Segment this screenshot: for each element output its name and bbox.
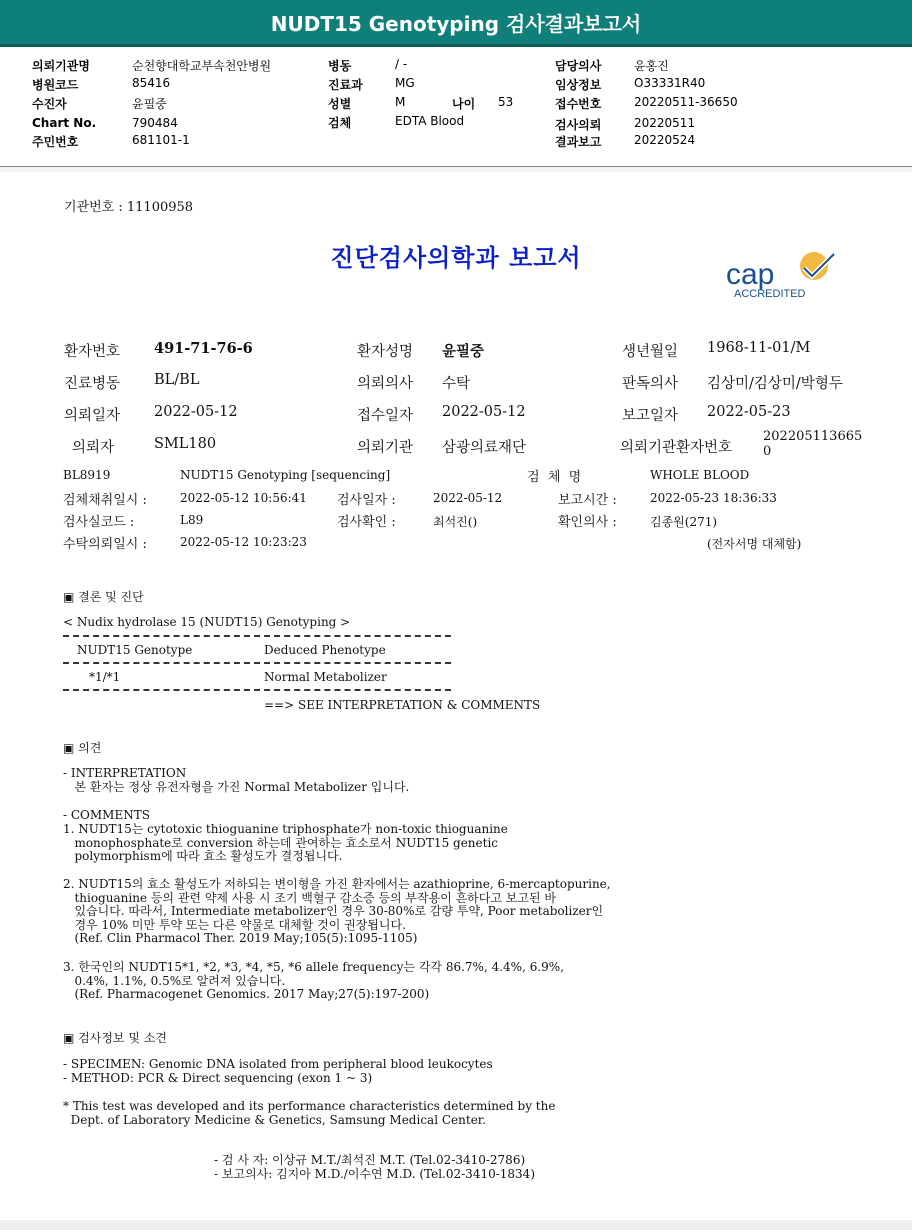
comment-1: 1. NUDT15는 cytotoxic thioguanine triphosphate가 non-toxic thioguanine monophosphate로 conversion 하는데 관여하는 효소로서 NUDT15 genetic polymorphism에 따라 효소 활성도가 결정됩니다. — [63, 822, 508, 863]
header-label-hospital-code: 병원코드 — [32, 78, 79, 92]
specimen-name-value: WHOLE BLOOD — [650, 468, 750, 482]
header-value-resident-no: 681101-1 — [132, 133, 190, 147]
report-date-value: 2022-05-23 — [707, 404, 791, 420]
lab-code-label: 검사실코드 : — [63, 515, 135, 530]
report-banner — [0, 0, 912, 47]
patient-id-label: 환자번호 — [64, 344, 121, 360]
collection-time-label: 검체채취일시 : — [63, 493, 147, 508]
header-label-age: 나이 — [452, 97, 476, 111]
header-label-specimen: 검체 — [328, 116, 352, 130]
requester-value: SML180 — [154, 436, 217, 452]
page-bottom-bar — [0, 1220, 912, 1230]
request-date-value: 2022-05-12 — [154, 404, 238, 420]
header-label-receipt-no: 접수번호 — [555, 97, 602, 111]
ward-value: BL/BL — [154, 372, 200, 388]
requesting-doctor-value: 수탁 — [442, 376, 471, 392]
cap-checkmark-icon — [800, 252, 834, 280]
header-label-chart-no: Chart No. — [32, 116, 97, 130]
header-label-request-date: 검사의뢰 — [555, 118, 602, 132]
header-value-result-report: 20220524 — [634, 133, 696, 147]
header-value-patient: 윤필중 — [132, 97, 167, 111]
exam-confirm-value: 최석진() — [433, 515, 478, 529]
collection-time-value: 2022-05-12 10:56:41 — [180, 491, 307, 505]
request-date-label: 의뢰일자 — [64, 408, 121, 424]
header-label-physician: 담당의사 — [555, 59, 602, 73]
header-value-physician: 윤홍진 — [634, 59, 669, 73]
header-divider — [0, 166, 912, 172]
institution-patient-no-value — [763, 429, 862, 459]
examiner-line: - 검 사 자: 이상규 M.T./최석진 M.T. (Tel.02-3410-2786) — [214, 1153, 526, 1167]
genotype-value: *1/*1 — [89, 670, 121, 684]
requesting-doctor-label: 의뢰의사 — [357, 376, 414, 392]
header-value-hospital-code: 85416 — [132, 76, 171, 90]
header-label-patient: 수진자 — [32, 97, 67, 111]
consign-time-value: 2022-05-12 10:23:23 — [180, 535, 307, 549]
requesting-institution-label: 의뢰기관 — [357, 440, 414, 456]
exam-confirm-label: 검사확인 : — [337, 515, 396, 530]
institution-patient-no-line2: 0 — [763, 444, 772, 459]
exam-date-value: 2022-05-12 — [433, 491, 503, 505]
birthdate-label: 생년월일 — [622, 344, 679, 360]
receipt-date-label: 접수일자 — [357, 408, 414, 424]
cap-logo-main: cap — [726, 258, 775, 291]
institution-label: 기관번호 : — [64, 200, 123, 215]
lab-code-value: L89 — [180, 513, 204, 527]
confirm-doctor-value: 김종원(271) — [650, 515, 718, 529]
report-time-label: 보고시간 : — [558, 493, 617, 508]
header-value-request-date: 20220511 — [634, 116, 696, 130]
institution-number — [64, 196, 193, 215]
esign-note: (전자서명 대체함) — [707, 537, 802, 551]
header-value-sex: M — [395, 95, 406, 109]
result-section-title: ▣ 결론 및 진단 — [63, 590, 144, 604]
header-value-department: MG — [395, 76, 415, 90]
cap-logo-sub: ACCREDITED — [734, 288, 806, 300]
header-value-receipt-no: 20220511-36650 — [634, 95, 738, 109]
header-value-chart-no: 790484 — [132, 116, 178, 130]
result-subtitle: < Nudix hydrolase 15 (NUDT15) Genotyping > — [63, 615, 351, 629]
institution-value: 11100958 — [126, 200, 194, 215]
report-title: 진단검사의학과 보고서 — [330, 244, 582, 272]
header-label-resident-no: 주민번호 — [32, 135, 79, 149]
header-label-clinical-info: 임상정보 — [555, 78, 602, 92]
phenotype-column-header: Deduced Phenotype — [264, 643, 386, 657]
table-header-rule — [63, 662, 451, 664]
opinion-section-title: ▣ 의견 — [63, 741, 102, 755]
test-name: NUDT15 Genotyping [sequencing] — [180, 468, 391, 482]
comments-heading: - COMMENTS — [63, 808, 150, 822]
header-label-result-report: 결과보고 — [555, 135, 602, 149]
phenotype-value: Normal Metabolizer — [264, 670, 387, 684]
comment-3: 3. 한국인의 NUDT15*1, *2, *3, *4, *5, *6 allele frequency는 각각 86.7%, 4.4%, 6.9%, 0.4%, 1.1%, 0.5%로 알려져 있습니다. (Ref. Pharmacogenet Genomics. 2017 May;27(5):197-200) — [63, 960, 564, 1001]
confirm-doctor-label: 확인의사 : — [558, 515, 617, 530]
interpretation-text: 본 환자는 정상 유전자형을 가진 Normal Metabolizer 입니다. — [63, 780, 410, 794]
patient-name-value: 윤필중 — [442, 343, 485, 360]
ward-label: 진료병동 — [64, 376, 121, 392]
patient-name-label: 환자성명 — [357, 344, 414, 360]
method-info: - METHOD: PCR & Direct sequencing (exon 1 ~ 3) — [63, 1071, 373, 1085]
header-value-age: 53 — [498, 95, 514, 109]
reading-doctor-value: 김상미/김상미/박형두 — [707, 376, 843, 392]
requesting-institution-value: 삼광의료재단 — [442, 440, 527, 456]
header-label-department: 진료과 — [328, 78, 363, 92]
table-top-rule — [63, 635, 451, 637]
header-label-sex: 성별 — [328, 97, 352, 111]
patient-id-value: 491-71-76-6 — [154, 340, 253, 357]
cap-accredited-logo — [724, 246, 846, 304]
header-value-ward: / - — [395, 57, 408, 71]
see-interpretation-note: ==> SEE INTERPRETATION & COMMENTS — [264, 698, 541, 712]
genotype-column-header: NUDT15 Genotype — [77, 643, 193, 657]
disclaimer: * This test was developed and its performance characteristics determined by the Dept. of Laboratory Medicine & Genetics, Samsung Medical Center. — [63, 1099, 556, 1127]
reporter-line: - 보고의사: 김지아 M.D./이수연 M.D. (Tel.02-3410-1834) — [214, 1167, 535, 1181]
specimen-name-label: 검 체 명 — [527, 470, 582, 485]
info-section-title: ▣ 검사정보 및 소견 — [63, 1031, 167, 1045]
comment-2: 2. NUDT15의 효소 활성도가 저하되는 변이형을 가진 환자에서는 azathioprine, 6-mercaptopurine, thioguanine 등의 관련 약제 사용 시 조기 백혈구 감소증 등의 부작용이 흔하다고 보고된 바 있습니다. 따라서, Intermediate metabolizer인 경우 30-80%로 감량 투약, Poor metabolizer인 경우 10% 미만 투약 또는 다른 약물로 대체할 것이 권장됩니다. (Ref. Clin Pharmacol Ther. 2019 May;105(5):1095-1105) — [63, 877, 611, 945]
table-bottom-rule — [63, 689, 451, 691]
consign-time-label: 수탁의뢰일시 : — [63, 537, 147, 552]
reading-doctor-label: 판독의사 — [622, 376, 679, 392]
header-label-institution: 의뢰기관명 — [32, 59, 90, 73]
requester-label: 의뢰자 — [72, 440, 115, 456]
banner-title: NUDT15 Genotyping 검사결과보고서 — [270, 11, 642, 36]
interpretation-heading: - INTERPRETATION — [63, 766, 187, 780]
header-value-institution: 순천향대학교부속천안병원 — [132, 59, 272, 73]
institution-patient-no-line1: 202205113665 — [763, 429, 863, 444]
exam-date-label: 검사일자 : — [337, 493, 396, 508]
header-label-ward: 병동 — [328, 59, 352, 73]
specimen-info: - SPECIMEN: Genomic DNA isolated from peripheral blood leukocytes — [63, 1057, 493, 1071]
header-value-specimen: EDTA Blood — [395, 114, 465, 128]
header-value-clinical-info: O33331R40 — [634, 76, 706, 90]
test-code: BL8919 — [63, 468, 111, 482]
report-time-value: 2022-05-23 18:36:33 — [650, 491, 777, 505]
receipt-date-value: 2022-05-12 — [442, 404, 526, 420]
report-date-label: 보고일자 — [622, 408, 679, 424]
institution-patient-no-label: 의뢰기관환자번호 — [620, 440, 733, 456]
birthdate-value: 1968-11-01/M — [707, 340, 811, 356]
